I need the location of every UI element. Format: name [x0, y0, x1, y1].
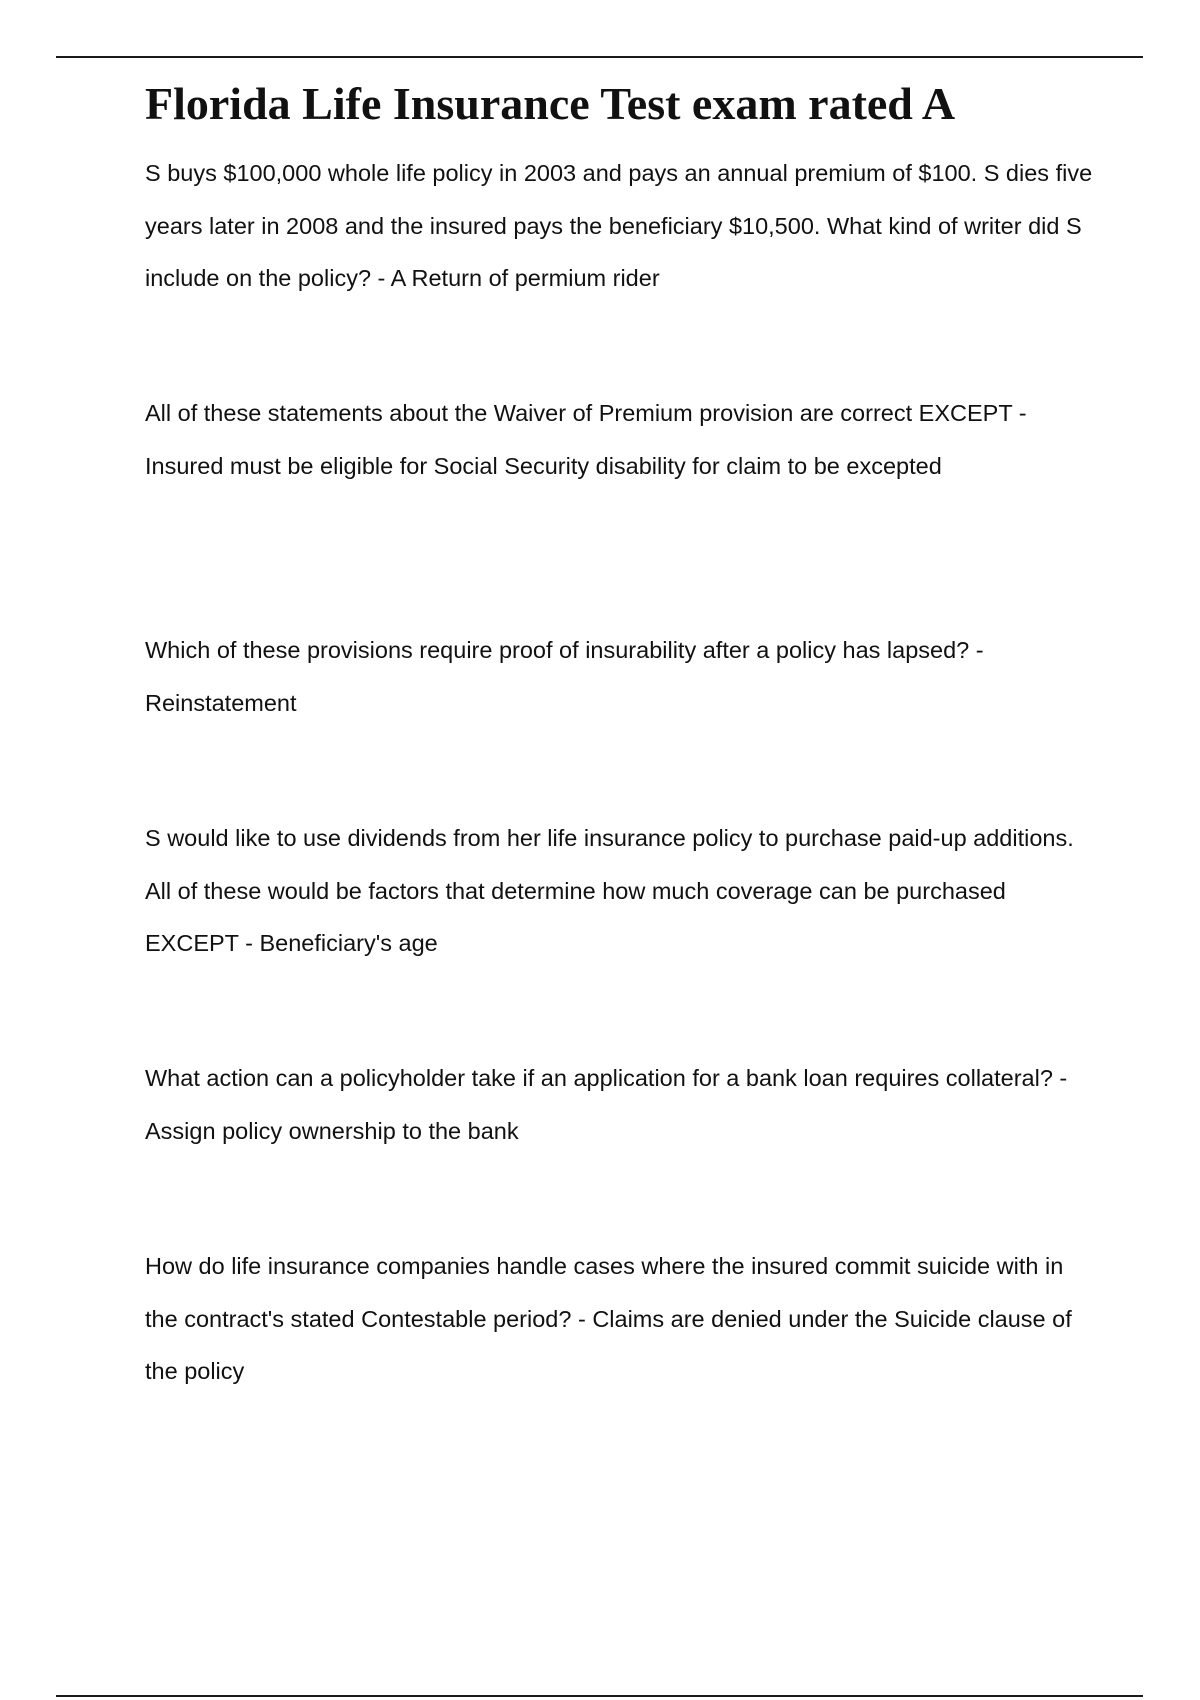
qa-item-5: What action can a policyholder take if an application for a bank loan requires collateral? - Assign policy ownership to the bank — [145, 1065, 1068, 1144]
qa-item-3: Which of these provisions require proof of insurability after a policy has lapsed? - Reinstatement — [145, 637, 984, 716]
qa-item-6: How do life insurance companies handle cases where the insured commit suicide with in the contract's stated Contestable period? - Claims are denied under the Suicide clause of the policy — [145, 1253, 1072, 1384]
bottom-rule — [56, 1695, 1143, 1697]
qa-item-2: All of these statements about the Waiver of Premium provision are correct EXCEPT - Insured must be eligible for Social Security disability for claim to be excepted — [145, 400, 1027, 479]
qa-item-4: S would like to use dividends from her life insurance policy to purchase paid-up additions. All of these would be factors that determine how much coverage can be purchased EXCEPT - Beneficiary's age — [145, 825, 1074, 956]
qa-item-1: S buys $100,000 whole life policy in 2003 and pays an annual premium of $100. S dies five years later in 2008 and the insured pays the beneficiary $10,500. What kind of writer did S include on the policy? - A Return of permium rider — [145, 160, 1093, 291]
top-rule — [56, 56, 1143, 58]
document-title: Florida Life Insurance Test exam rated A — [145, 78, 956, 129]
